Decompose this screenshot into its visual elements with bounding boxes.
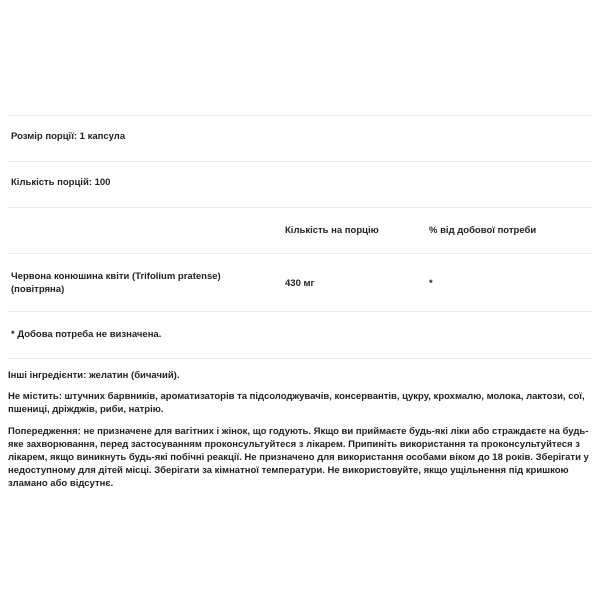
serving-size: Розмір порції: 1 капсула — [11, 131, 126, 142]
warning-line: зламано або відсутнє. — [8, 478, 114, 489]
ingredient-name-part: (повітряна) — [11, 284, 65, 295]
warning-line: лікарем, якщо виникнуть будь-які побічні реакції. Не призначено для використання особами віком до 18 років. Зберігати у — [8, 452, 589, 463]
ingredient-amount: 430 мг — [285, 278, 315, 289]
warning-line: Попередження: не призначене для вагітних і жінок, що годують. Якщо ви приймаєте будь-які ліки або страждаєте на будь- — [8, 426, 589, 437]
footnote: * Добова потреба не визначена. — [11, 329, 162, 340]
free-from-line: Не містить: штучних барвників, ароматизаторів та підсолоджувачів, консервантів, цукру, крохмалю, молока, лактози, сої, — [8, 391, 585, 402]
warning-line: недоступному для дітей місці. Зберігати за кімнатної температури. Не використовуйте, якщо ущільнення під кришкою — [8, 465, 569, 476]
divider — [7, 311, 592, 312]
divider — [7, 358, 592, 359]
servings-count: Кількість порцій: 100 — [11, 177, 111, 188]
free-from-line: пшениці, дріжджів, риби, натрію. — [8, 404, 164, 415]
divider — [7, 207, 592, 208]
other-ingredients: Інші інгредієнти: желатин (бичачий). — [8, 370, 180, 381]
divider — [7, 253, 592, 254]
header-daily-value: % від добової потреби — [429, 225, 537, 236]
ingredient-daily-value: * — [429, 278, 433, 289]
header-amount: Кількість на порцію — [285, 225, 379, 236]
warning-line: яке захворювання, перед застосуванням проконсультуйтеся з лікарем. Припиніть використання та проконсультуйтеся з — [8, 439, 580, 450]
divider — [7, 161, 592, 162]
ingredient-name: Червона конюшина квіти (Trifolium pratense) — [11, 271, 221, 282]
divider — [7, 115, 592, 116]
